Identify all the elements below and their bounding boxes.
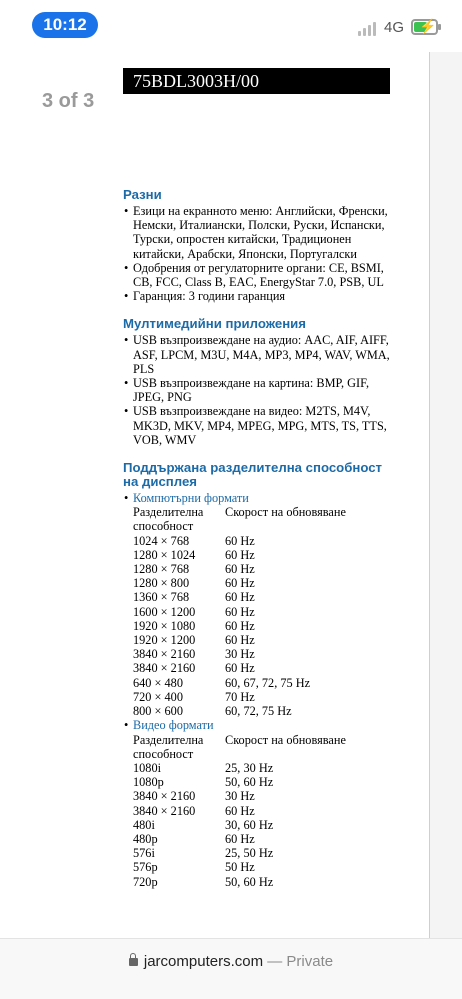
- multimedia-list: [123, 333, 393, 447]
- refresh-rate-cell: 60 Hz: [225, 661, 255, 676]
- table-row: [133, 633, 346, 647]
- resolution-cell: 3840 × 2160: [133, 647, 196, 662]
- resolution-cell: 480p: [133, 831, 158, 846]
- table-row: [133, 775, 346, 789]
- table-row: [133, 619, 346, 633]
- spec-column: [123, 188, 393, 889]
- refresh-rate-cell: 60 Hz: [225, 618, 255, 633]
- refresh-rate-cell: 25, 30 Hz: [225, 760, 274, 775]
- lock-icon: [129, 958, 138, 966]
- refresh-rate-cell: 30 Hz: [225, 647, 255, 662]
- status-bar: [0, 0, 462, 52]
- video-formats-label: • Видео формати: [123, 718, 393, 732]
- table-row: [133, 590, 346, 604]
- page-indicator: 3 of 3: [42, 90, 95, 112]
- refresh-rate-cell: 60, 72, 75 Hz: [225, 704, 292, 719]
- resolution-cell: 1024 × 768: [133, 533, 190, 548]
- resolution-cell: 1600 × 1200: [133, 604, 196, 619]
- table-row: [133, 818, 346, 832]
- computer-formats-table: [133, 505, 346, 718]
- table-row: [133, 832, 346, 846]
- table-row: [133, 534, 346, 548]
- list-item: • Гаранция: 3 години гаранция: [123, 289, 393, 303]
- resolution-cell: 3840 × 2160: [133, 789, 196, 804]
- table-row: [133, 789, 346, 803]
- refresh-rate-cell: 60 Hz: [225, 803, 255, 818]
- column-header: Скорост на обновяване: [225, 505, 346, 520]
- url-display[interactable]: [0, 953, 462, 970]
- column-header: Скорост на обновяване: [225, 732, 346, 747]
- resolution-cell: 720 × 400: [133, 689, 183, 704]
- list-item: • USB възпроизвеждане на аудио: AAC, AIF, AIFF, ASF, LPCM, M3U, M4A, MP3, MP4, WAV, WMA, PLS: [123, 333, 393, 376]
- resolution-cell: 1280 × 1024: [133, 547, 196, 562]
- refresh-rate-cell: 70 Hz: [225, 689, 255, 704]
- resolution-cell: 576p: [133, 860, 158, 875]
- resolution-cell: 1080p: [133, 775, 164, 790]
- table-row: [133, 676, 346, 690]
- refresh-rate-cell: 60 Hz: [225, 590, 255, 605]
- resolution-cell: 1920 × 1080: [133, 618, 196, 633]
- list-item: • Езици на екранното меню: Английски, Френски, Немски, Италиански, Полски, Руски, Испански, Турски, опростен китайски, Традиционен китайски, Арабски, Японски, Португалски: [123, 204, 393, 261]
- table-row: [133, 647, 346, 661]
- page-margin: [430, 52, 462, 938]
- resolution-cell: 1280 × 800: [133, 576, 190, 591]
- refresh-rate-cell: 30 Hz: [225, 789, 255, 804]
- refresh-rate-cell: 60 Hz: [225, 533, 255, 548]
- battery-charging-icon: ⚡: [411, 19, 438, 35]
- table-row: [133, 605, 346, 619]
- video-formats-table: [133, 733, 346, 889]
- resolution-cell: 720p: [133, 874, 158, 889]
- status-time[interactable]: 10:12: [32, 12, 98, 38]
- url-domain: jarcomputers.com: [143, 953, 264, 970]
- network-type: 4G: [384, 19, 405, 36]
- signal-icon: [358, 22, 380, 36]
- refresh-rate-cell: 60 Hz: [225, 576, 255, 591]
- section-title-resolution: Поддържана разделителна способност на дисплея: [123, 460, 383, 490]
- address-bar[interactable]: [0, 938, 462, 999]
- table-row: [133, 704, 346, 718]
- refresh-rate-cell: 60 Hz: [225, 633, 255, 648]
- table-row: [133, 761, 346, 775]
- refresh-rate-cell: 60, 67, 72, 75 Hz: [225, 675, 311, 690]
- resolution-cell: 480i: [133, 817, 155, 832]
- resolution-cell: 3840 × 2160: [133, 661, 196, 676]
- resolution-cell: 640 × 480: [133, 675, 183, 690]
- table-header-row: [133, 505, 346, 533]
- resolution-cell: 1360 × 768: [133, 590, 190, 605]
- table-row: [133, 846, 346, 860]
- section-title-multimedia: Мултимедийни приложения: [123, 316, 306, 332]
- table-row: [133, 860, 346, 874]
- refresh-rate-cell: 50 Hz: [225, 860, 255, 875]
- refresh-rate-cell: 50, 60 Hz: [225, 874, 274, 889]
- table-row: [133, 661, 346, 675]
- resolution-cell: 1080i: [133, 760, 162, 775]
- list-item: • USB възпроизвеждане на картина: BMP, GIF, JPEG, PNG: [123, 376, 393, 404]
- refresh-rate-cell: 60 Hz: [225, 562, 255, 577]
- refresh-rate-cell: 25, 50 Hz: [225, 846, 274, 861]
- section-title-misc: Разни: [123, 187, 162, 202]
- list-item: • Одобрения от регулаторните органи: CE, BSMI, CB, FCC, Class B, EAC, EnergyStar 7.0, PSB, UL: [123, 261, 393, 289]
- table-header-row: [133, 733, 346, 761]
- refresh-rate-cell: 50, 60 Hz: [225, 775, 274, 790]
- resolution-cell: 1280 × 768: [133, 562, 190, 577]
- model-header: 75BDL3003H/00: [123, 68, 390, 94]
- private-mode-label: Private: [286, 953, 334, 970]
- url-separator: —: [263, 953, 287, 970]
- column-header: Разделителна способност: [133, 732, 204, 761]
- resolution-cell: 800 × 600: [133, 704, 183, 719]
- resolution-cell: 1920 × 1200: [133, 633, 196, 648]
- refresh-rate-cell: 30, 60 Hz: [225, 817, 274, 832]
- resolution-cell: 576i: [133, 846, 155, 861]
- table-row: [133, 690, 346, 704]
- computer-formats-label: • Компютърни формати: [123, 491, 393, 505]
- resolution-cell: 3840 × 2160: [133, 803, 196, 818]
- refresh-rate-cell: 60 Hz: [225, 831, 255, 846]
- table-row: [133, 804, 346, 818]
- misc-list: [123, 204, 393, 303]
- table-row: [133, 548, 346, 562]
- list-item: • USB възпроизвеждане на видео: M2TS, M4V, MK3D, MKV, MP4, MPEG, MPG, MTS, TS, TTS, VOB, WMV: [123, 404, 393, 447]
- column-header: Разделителна способност: [133, 505, 204, 534]
- table-row: [133, 562, 346, 576]
- refresh-rate-cell: 60 Hz: [225, 547, 255, 562]
- refresh-rate-cell: 60 Hz: [225, 604, 255, 619]
- table-row: [133, 875, 346, 889]
- table-row: [133, 576, 346, 590]
